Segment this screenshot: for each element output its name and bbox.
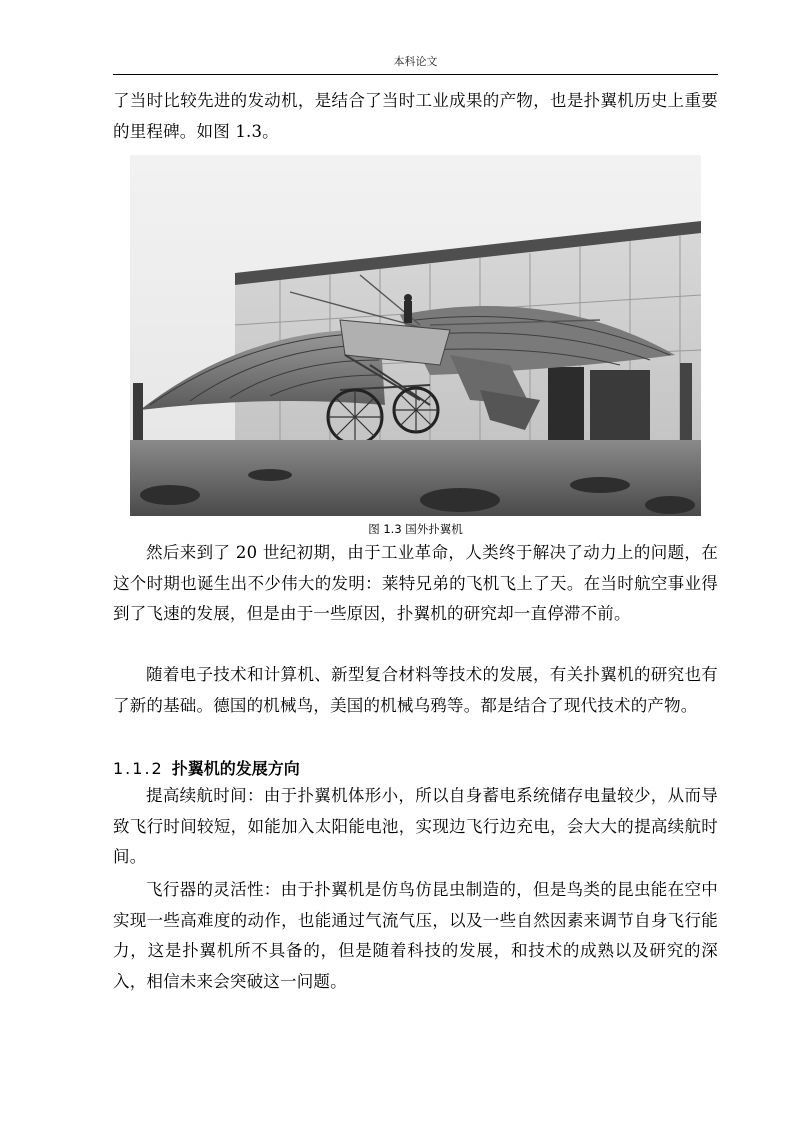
ornithopter-photo — [130, 155, 701, 516]
header-title: 本科论文 — [393, 55, 438, 68]
paragraph-agility: 飞行器的灵活性：由于扑翼机是仿鸟仿昆虫制造的，但是鸟类的昆虫能在空中实现一些高难度的动作，也能通过气流气压，以及一些自然因素来调节自身飞行能力，这是扑翼机所不具备的，但是随着科技的发展，和技术的成熟以及研究的深入，相信未来会突破这一问题。 — [113, 880, 718, 991]
page-header — [113, 52, 718, 75]
figure-caption: 图 1.3 国外扑翼机 — [368, 522, 463, 536]
section-number: 1.1.2 — [113, 759, 164, 778]
section-heading — [113, 757, 718, 781]
paragraph-intro-continuation: 了当时比较先进的发动机，是结合了当时工业成果的产物，也是扑翼机历史上重要的里程碑。如图 1.3。 — [113, 91, 718, 141]
paragraph-endurance: 提高续航时间：由于扑翼机体形小，所以自身蓄电系统储存电量较少，从而导致飞行时间较短，如能加入太阳能电池，实现边飞行边充电，会大大的提高续航时间。 — [113, 786, 718, 866]
section-title: 扑翼机的发展方向 — [171, 759, 300, 778]
paragraph-modern-tech: 随着电子技术和计算机、新型复合材料等技术的发展，有关扑翼机的研究也有了新的基础。德国的机械鸟，美国的机械乌鸦等。都是结合了现代技术的产物。 — [113, 665, 718, 715]
paragraph-20th-century: 然后来到了 20 世纪初期，由于工业革命，人类终于解决了动力上的问题，在这个时期也诞生出不少伟大的发明：莱特兄弟的飞机飞上了天。在当时航空事业得到了飞速的发展，但是由于一些原因，扑翼机的研究却一直停滞不前。 — [113, 543, 718, 623]
